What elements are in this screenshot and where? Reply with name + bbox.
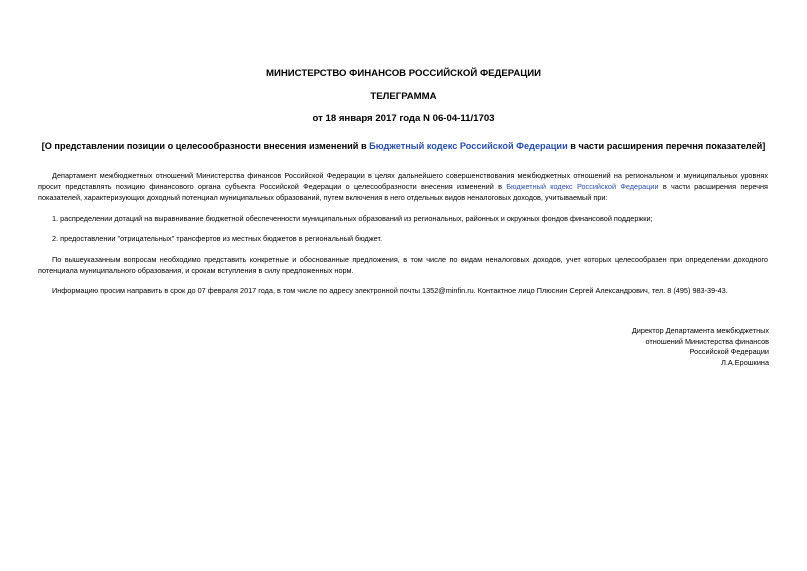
signature-line-3: Российской Федерации xyxy=(689,347,769,356)
document-subject xyxy=(0,141,807,151)
signature-name: Л.А.Ерошкина xyxy=(721,357,769,367)
signature-line-2: отношений Министерства финансов xyxy=(645,336,769,346)
ministry-title: МИНИСТЕРСТВО ФИНАНСОВ РОССИЙСКОЙ ФЕДЕРАЦИИ xyxy=(265,68,542,79)
paragraph-request-after: в части расширения перечня показателей, характеризующих доходный потенциал муниципальных образований, путем включения в него отдельных видов неналоговых доходов, учитываемый при: xyxy=(38,182,768,202)
document-date-number: от 18 января 2017 года N 06-04-11/1703 xyxy=(312,113,495,124)
signature-line-1: Директор Департамента межбюджетных xyxy=(631,326,769,335)
document-type: ТЕЛЕГРАММА xyxy=(370,91,437,102)
subject-text-before: [О представлении позиции о целесообразности внесения изменений в xyxy=(41,141,370,151)
list-item-1-text: 1. распределении дотаций на выравнивание бюджетной обеспеченности муниципальных образований из региональных, районных и окружных фондов финансовой поддержки; xyxy=(52,214,653,223)
budget-code-link-body[interactable]: Бюджетный кодекс Российской Федерации xyxy=(506,182,659,191)
paragraph-contact-text: Информацию просим направить в срок до 07 февраля 2017 года, в том числе по адресу электронной почты 1352@minfin.ru. Контактное лицо Плюснин Сергей Александрович, тел. 8 (495) 983-39-43. xyxy=(52,286,728,295)
signature-block xyxy=(509,326,769,368)
subject-text-after: в части расширения перечня показателей] xyxy=(567,141,766,151)
paragraph-request-before: Департамент межбюджетных отношений Министерства финансов Российской Федерации в целях дальнейшего совершенствования межбюджетных отношений на региональном и муниципальных уровнях просит представлять позицию финансового органа субъекта Российской Федерации о целесообразности внесения изменений в xyxy=(38,171,768,191)
paragraph-proposals-text: По вышеуказанным вопросам необходимо представить конкретные и обоснованные предложения, в том числе по видам неналоговых доходов, учет которых целесообразен при определении доходного потенциала муниципального образования, и срокам вступления в силу предложенных норм. xyxy=(38,255,768,275)
list-item-1 xyxy=(38,213,768,224)
budget-code-link[interactable]: Бюджетный кодекс Российской Федерации xyxy=(369,141,568,151)
paragraph-contact xyxy=(38,285,768,296)
paragraph-proposals xyxy=(38,254,768,276)
paragraph-request xyxy=(38,170,768,203)
list-item-2-text: 2. предоставлении "отрицательных" трансфертов из местных бюджетов в региональный бюджет. xyxy=(52,234,383,243)
list-item-2 xyxy=(38,233,768,244)
